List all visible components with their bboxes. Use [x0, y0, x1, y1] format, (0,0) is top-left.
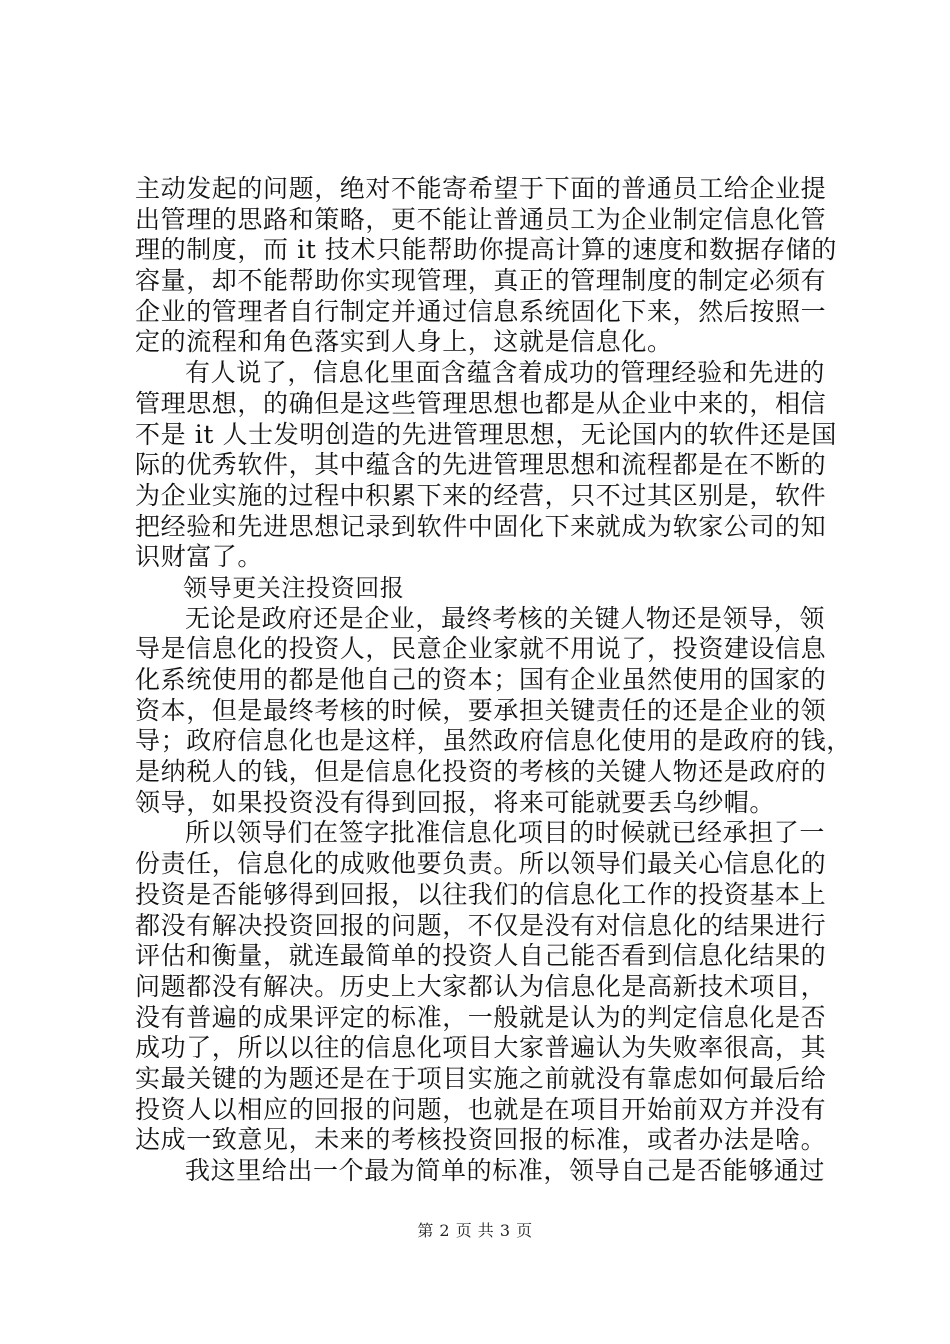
text-line: 化系统使用的都是他自己的资本；国有企业虽然使用的国家的	[135, 665, 827, 694]
page-footer: 第 2 页 共 3 页	[417, 1221, 533, 1240]
text-line: 导是信息化的投资人，民意企业家就不用说了，投资建设信息	[135, 634, 827, 664]
text-line: 所以领导们在签字批准信息化项目的时候就已经承担了一	[185, 818, 826, 848]
text-line: 不是 it 人士发明创造的先进管理思想，无论国内的软件还是国	[135, 419, 837, 449]
paragraph	[135, 358, 835, 573]
text-line: 有人说了，信息化里面含蕴含着成功的管理经验和先进的	[185, 358, 826, 388]
text-line: 问题都没有解决。历史上大家都认为信息化是高新技术项目，	[135, 971, 827, 1001]
text-line: 成功了，所以以往的信息化项目大家普遍认为失败率很高，其	[135, 1033, 827, 1063]
text-line: 是纳税人的钱，但是信息化投资的考核的关键人物还是政府的	[135, 757, 827, 787]
text-line: 际的优秀软件，其中蕴含的先进管理思想和流程都是在不断的	[135, 450, 827, 480]
text-line: 为企业实施的过程中积累下来的经营，只不过其区别是，软件	[135, 480, 827, 510]
text-line: 实最关键的为题还是在于项目实施之前就没有靠虑如何最后给	[135, 1063, 827, 1093]
text-line: 管理思想，的确但是这些管理思想也都是从企业中来的，相信	[135, 388, 827, 418]
text-line: 理的制度，而 it 技术只能帮助你提高计算的速度和数据存储的	[135, 235, 837, 265]
text-line: 投资人以相应的回报的问题，也就是在项目开始前双方并没有	[135, 1094, 827, 1124]
text-line: 企业的管理者自行制定并通过信息系统固化下来，然后按照一	[135, 296, 827, 326]
text-line: 都没有解决投资回报的问题，不仅是没有对信息化的结果进行	[135, 910, 827, 940]
text-line: 主动发起的问题，绝对不能寄希望于下面的普通员工给企业提	[135, 174, 827, 203]
text-line: 投资是否能够得到回报，以往我们的信息化工作的投资基本上	[135, 879, 827, 909]
text-line: 份责任，信息化的成败他要负责。所以领导们最关心信息化的	[135, 849, 827, 879]
text-line: 领导更关注投资回报	[183, 573, 405, 602]
text-line: 达成一致意见，未来的考核投资回报的标准，或者办法是啥。	[135, 1125, 827, 1155]
text-line: 我这里给出一个最为简单的标准，领导自己是否能够通过	[185, 1156, 826, 1185]
text-line: 资本，但是最终考核的时候，要承担关键责任的还是企业的领	[135, 695, 827, 725]
text-line: 识财富了。	[135, 542, 264, 572]
paragraph	[135, 174, 835, 358]
paragraph	[135, 1156, 835, 1187]
paragraph	[135, 603, 852, 819]
text-line: 无论是政府还是企业，最终考核的关键人物还是领导，领	[185, 603, 826, 633]
text-line: 容量，却不能帮助你实现管理，真正的管理制度的制定必须有	[135, 266, 827, 296]
text-line: 领导，如果投资没有得到回报，将来可能就要丢乌纱帽。	[135, 787, 776, 817]
text-line: 导；政府信息化也是这样，虽然政府信息化使用的是政府的钱，	[135, 726, 852, 756]
text-line: 把经验和先进思想记录到软件中固化下来就成为软家公司的知	[135, 511, 827, 541]
paragraph	[135, 818, 835, 1156]
text-line: 没有普遍的成果评定的标准，一般就是认为的判定信息化是否	[135, 1002, 827, 1032]
text-line: 评估和衡量，就连最简单的投资人自己能否看到信息化结果的	[135, 941, 827, 971]
text-line: 出管理的思路和策略，更不能让普通员工为企业制定信息化管	[135, 204, 827, 234]
document-body	[135, 174, 852, 1187]
section-heading	[135, 573, 835, 604]
text-line: 定的流程和角色落实到人身上，这就是信息化。	[135, 327, 673, 357]
